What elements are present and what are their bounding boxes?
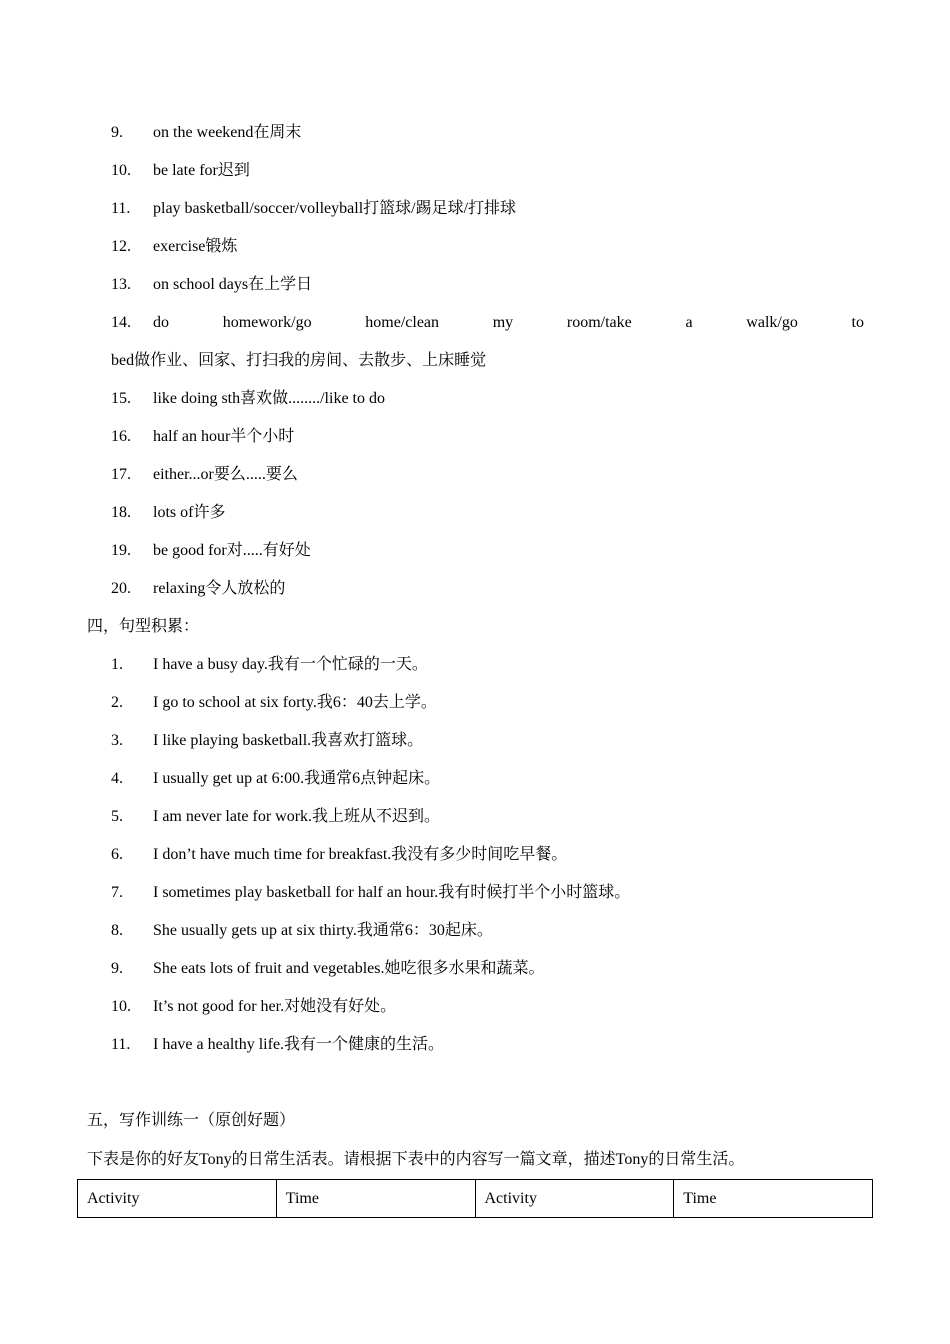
list-item: [0, 235, 950, 259]
instruction-text: 下表是你的好友Tony的日常生活表。请根据下表中的内容写一篇文章，描述Tony的日常生活。: [87, 1151, 745, 1168]
item-number: 9.: [111, 124, 123, 141]
section-heading: [0, 615, 950, 639]
item-text: It’s not good for her.对她没有好处。: [153, 998, 397, 1015]
item-text: exercise锻炼: [153, 238, 238, 255]
word: room/take: [566, 314, 632, 331]
item-text: I have a busy day.我有一个忙碌的一天。: [153, 656, 428, 673]
section-5-heading: 五，写作训练一（原创好题）: [87, 1112, 296, 1129]
item-text: like doing sth喜欢做......../like to do: [153, 390, 385, 407]
table-header-row: [78, 1180, 873, 1218]
list-item: [0, 767, 950, 791]
item-text: I don’t have much time for breakfast.我没有多少时间吃早餐。: [153, 846, 568, 863]
word: to: [851, 314, 864, 331]
list-item: [0, 387, 950, 411]
item-number: 6.: [111, 846, 123, 863]
item-number: 5.: [111, 808, 123, 825]
item-number: 4.: [111, 770, 123, 787]
item-text: half an hour半个小时: [153, 428, 295, 445]
list-item: [0, 539, 950, 563]
item-text: I go to school at six forty.我6：40去上学。: [153, 694, 437, 711]
item-text: either...or要么.....要么: [153, 466, 298, 483]
item-text: I have a healthy life.我有一个健康的生活。: [153, 1036, 445, 1053]
word: my: [492, 314, 514, 331]
item-number: 3.: [111, 732, 123, 749]
item-text: I like playing basketball.我喜欢打篮球。: [153, 732, 424, 749]
list-item: [0, 273, 950, 297]
list-item: [0, 425, 950, 449]
item-number: 11.: [111, 1036, 131, 1053]
item-text: I am never late for work.我上班从不迟到。: [153, 808, 441, 825]
list-item: [0, 577, 950, 601]
word: a: [685, 314, 693, 331]
word: homework/go: [222, 314, 312, 331]
item-text: be late for迟到: [153, 162, 250, 179]
word: do: [153, 314, 169, 331]
daily-schedule-table: [77, 1179, 873, 1218]
list-item: [0, 995, 950, 1019]
item-number: 20.: [111, 580, 131, 597]
item-number: 12.: [111, 238, 131, 255]
item-number: 14.: [111, 314, 131, 331]
item-number: 10.: [111, 998, 131, 1015]
section-heading: [0, 1109, 950, 1133]
item-text: She eats lots of fruit and vegetables.她吃很多水果和蔬菜。: [153, 960, 545, 977]
item-number: 17.: [111, 466, 131, 483]
item-number: 2.: [111, 694, 123, 711]
list-item: [0, 197, 950, 221]
word: walk/go: [746, 314, 798, 331]
item-text: lots of许多: [153, 504, 226, 521]
item-number: 15.: [111, 390, 131, 407]
table-header-cell: Time: [276, 1180, 475, 1218]
table-header-cell: Activity: [475, 1180, 674, 1218]
table-header-cell: Activity: [78, 1180, 277, 1218]
instruction-line: [0, 1148, 950, 1172]
item-number: 16.: [111, 428, 131, 445]
item-number: 10.: [111, 162, 131, 179]
list-item: [0, 159, 950, 183]
item-number: 7.: [111, 884, 123, 901]
list-item: [0, 805, 950, 829]
item-text: relaxing令人放松的: [153, 580, 286, 597]
item-number: 18.: [111, 504, 131, 521]
item-number: 9.: [111, 960, 123, 977]
item-number: 19.: [111, 542, 131, 559]
item-text: be good for对.....有好处: [153, 542, 311, 559]
list-item: [0, 1033, 950, 1057]
list-item: [0, 729, 950, 753]
list-item: [0, 311, 950, 335]
list-item: [0, 501, 950, 525]
item-text: I usually get up at 6:00.我通常6点钟起床。: [153, 770, 441, 787]
word: home/clean: [365, 314, 440, 331]
list-item: [0, 691, 950, 715]
item-text-justified: [153, 311, 864, 335]
item-text: on school days在上学日: [153, 276, 313, 293]
list-item-continuation: [0, 349, 950, 373]
item-text: bed做作业、回家、打扫我的房间、去散步、上床睡觉: [111, 352, 487, 369]
item-text: I sometimes play basketball for half an hour.我有时候打半个小时篮球。: [153, 884, 631, 901]
list-item: [0, 121, 950, 145]
list-item: [0, 919, 950, 943]
item-text: play basketball/soccer/volleyball打篮球/踢足球/打排球: [153, 200, 517, 217]
section-4-heading: 四，句型积累：: [87, 618, 200, 635]
list-item: [0, 843, 950, 867]
item-text: on the weekend在周末: [153, 124, 302, 141]
item-number: 13.: [111, 276, 131, 293]
table-header-cell: Time: [674, 1180, 873, 1218]
list-item: [0, 463, 950, 487]
list-item: [0, 957, 950, 981]
list-item: [0, 881, 950, 905]
item-text: She usually gets up at six thirty.我通常6：30起床。: [153, 922, 493, 939]
item-number: 11.: [111, 200, 131, 217]
item-number: 1.: [111, 656, 123, 673]
item-number: 8.: [111, 922, 123, 939]
list-item: [0, 653, 950, 677]
